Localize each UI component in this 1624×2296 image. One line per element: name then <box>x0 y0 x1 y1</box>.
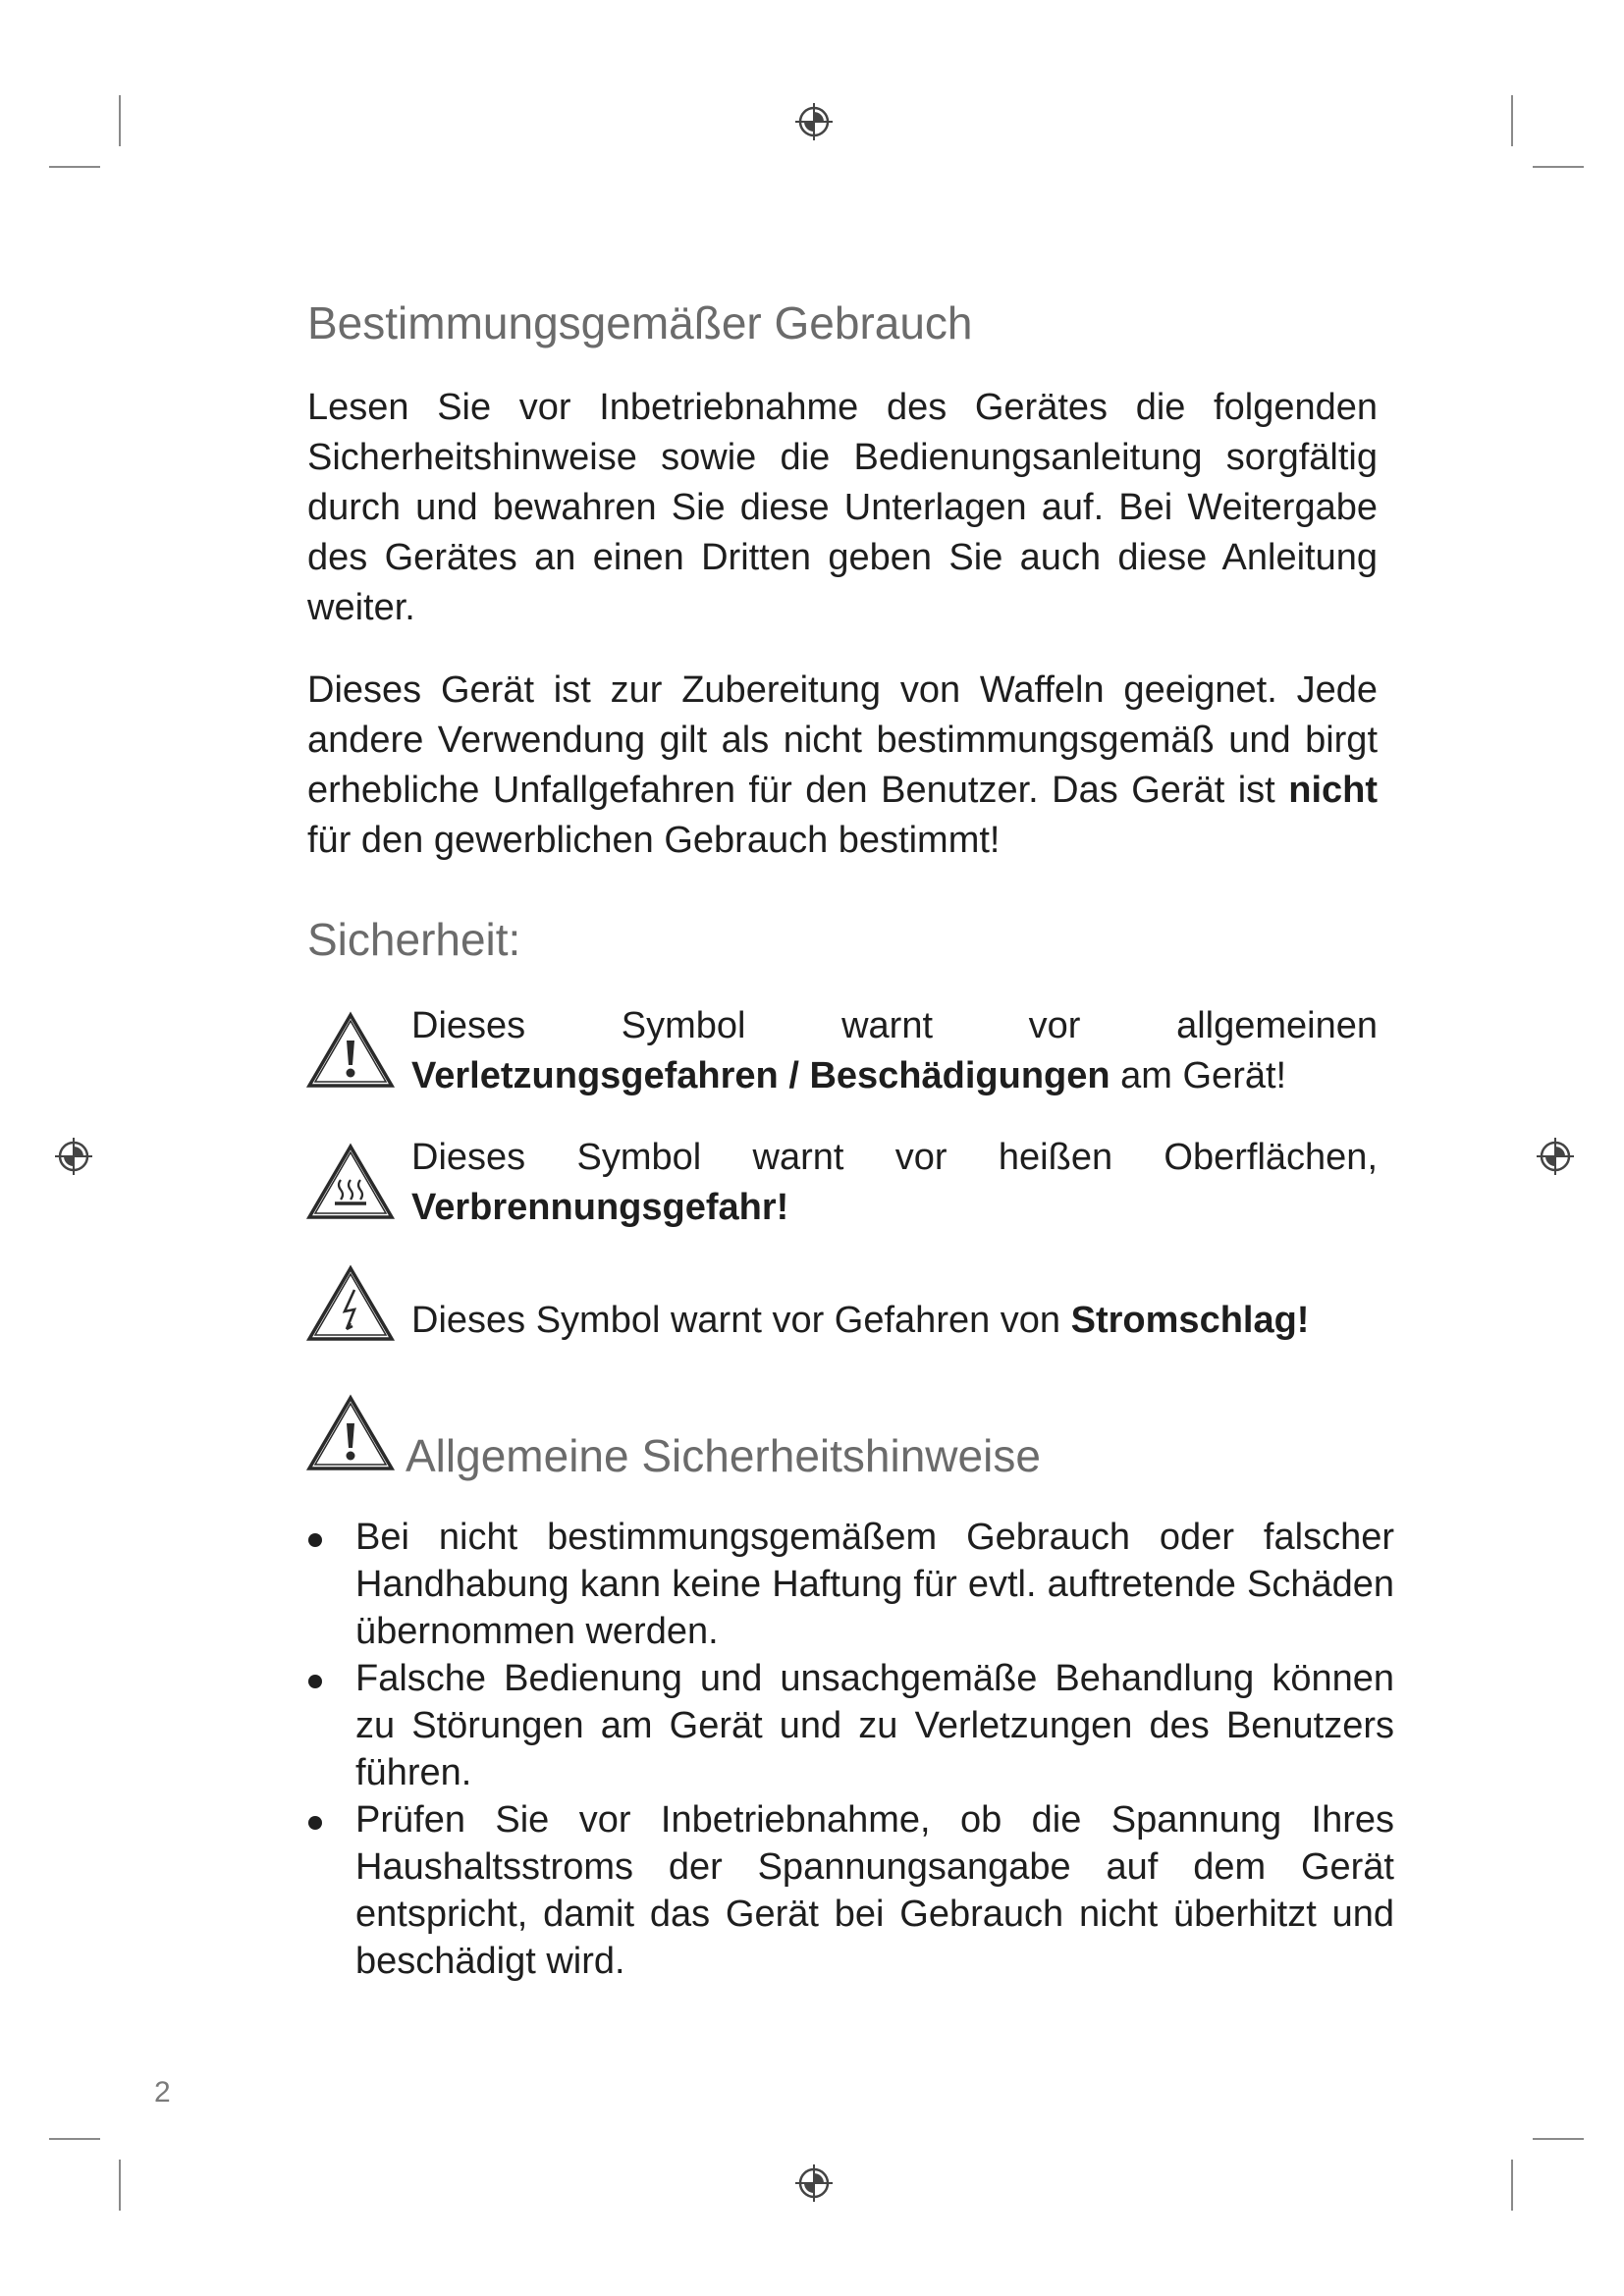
electric-shock-icon <box>305 1264 396 1343</box>
crop-mark-top-right-horizontal <box>1533 166 1584 168</box>
bullet-icon <box>308 1675 322 1688</box>
list-item <box>304 1514 1394 1655</box>
electric-shock-warning-text <box>411 1296 1378 1346</box>
general-safety-list <box>304 1514 1394 1985</box>
general-hazard-warning-lead: Dieses Symbol warnt vor allgemeinen <box>411 1005 1378 1046</box>
warning-exclamation-icon <box>305 1394 396 1472</box>
restriction-bold-word: nicht <box>1288 770 1379 811</box>
intended-use-paragraph: Lesen Sie vor Inbetriebnahme des Gerätes die folgenden Sicherheitshinweise sowie die Bedienungsanleitung sorgfältig durch und bewahren Sie diese Unterlagen auf. Bei Weitergabe des Gerätes an einen Dritten geben Sie auch diese Anleitung weiter. <box>307 387 1378 628</box>
registration-mark-icon <box>53 1136 94 1177</box>
crop-mark-top-left-vertical <box>119 95 121 146</box>
crop-mark-top-left-horizontal <box>49 166 100 168</box>
general-safety-heading: Allgemeine Sicherheitshinweise <box>406 1430 1041 1481</box>
intended-use-heading: Bestimmungsgemäßer Gebrauch <box>307 297 973 348</box>
safety-heading: Sicherheit: <box>307 914 521 965</box>
bullet-icon <box>308 1816 322 1830</box>
list-item-text: Prüfen Sie vor Inbetriebnahme, ob die Spannung Ihres Haushaltsstroms der Spannungsangabe auf dem Gerät entspricht, damit das Gerät bei Gebrauch nicht überhitzt und beschädigt wird. <box>355 1799 1394 1982</box>
general-hazard-warning-suffix: am Gerät! <box>1120 1055 1287 1096</box>
electric-shock-warning-bold: Stromschlag! <box>1070 1300 1310 1341</box>
general-hazard-warning-bold: Verletzungsgefahren / Beschädigungen <box>411 1055 1110 1096</box>
list-item <box>304 1796 1394 1985</box>
crop-mark-bottom-left-vertical <box>119 2160 121 2211</box>
registration-mark-icon <box>793 101 835 142</box>
crop-mark-bottom-right-horizontal <box>1533 2138 1584 2140</box>
list-item-text: Bei nicht bestimmungsgemäßem Gebrauch oder falscher Handhabung kann keine Haftung für evtl. auftretende Schäden übernommen werden. <box>355 1517 1394 1652</box>
bullet-icon <box>308 1533 322 1547</box>
crop-mark-bottom-left-horizontal <box>49 2138 100 2140</box>
hot-surface-warning-lead: Dieses Symbol warnt vor heißen Oberflächen, <box>411 1137 1378 1178</box>
hot-surface-warning-text <box>411 1133 1378 1233</box>
crop-mark-top-right-vertical <box>1511 95 1513 146</box>
registration-mark-icon <box>1535 1136 1576 1177</box>
crop-mark-bottom-right-vertical <box>1511 2160 1513 2211</box>
electric-shock-warning-lead: Dieses Symbol warnt vor Gefahren von <box>411 1300 1061 1341</box>
list-item <box>304 1655 1394 1796</box>
warning-exclamation-icon <box>305 1011 396 1090</box>
general-hazard-warning-text <box>411 1001 1378 1101</box>
intended-use-restriction-paragraph <box>307 666 1378 866</box>
hot-surface-warning-bold: Verbrennungsgefahr! <box>411 1187 789 1228</box>
hot-surface-icon <box>305 1143 396 1221</box>
list-item-text: Falsche Bedienung und unsachgemäße Behandlung können zu Störungen am Gerät und zu Verletzungen des Benutzers führen. <box>355 1658 1394 1793</box>
registration-mark-icon <box>793 2163 835 2204</box>
restriction-text: Dieses Gerät ist zur Zubereitung von Waffeln geeignet. Jede andere Verwendung gilt als nicht bestimmungsgemäß und birgt erhebliche Unfallgefahren für den Benutzer. Das Gerät ist <box>307 669 1378 811</box>
restriction-text-end: für den gewerblichen Gebrauch bestimmt! <box>307 820 1001 861</box>
page-number: 2 <box>154 2076 171 2109</box>
